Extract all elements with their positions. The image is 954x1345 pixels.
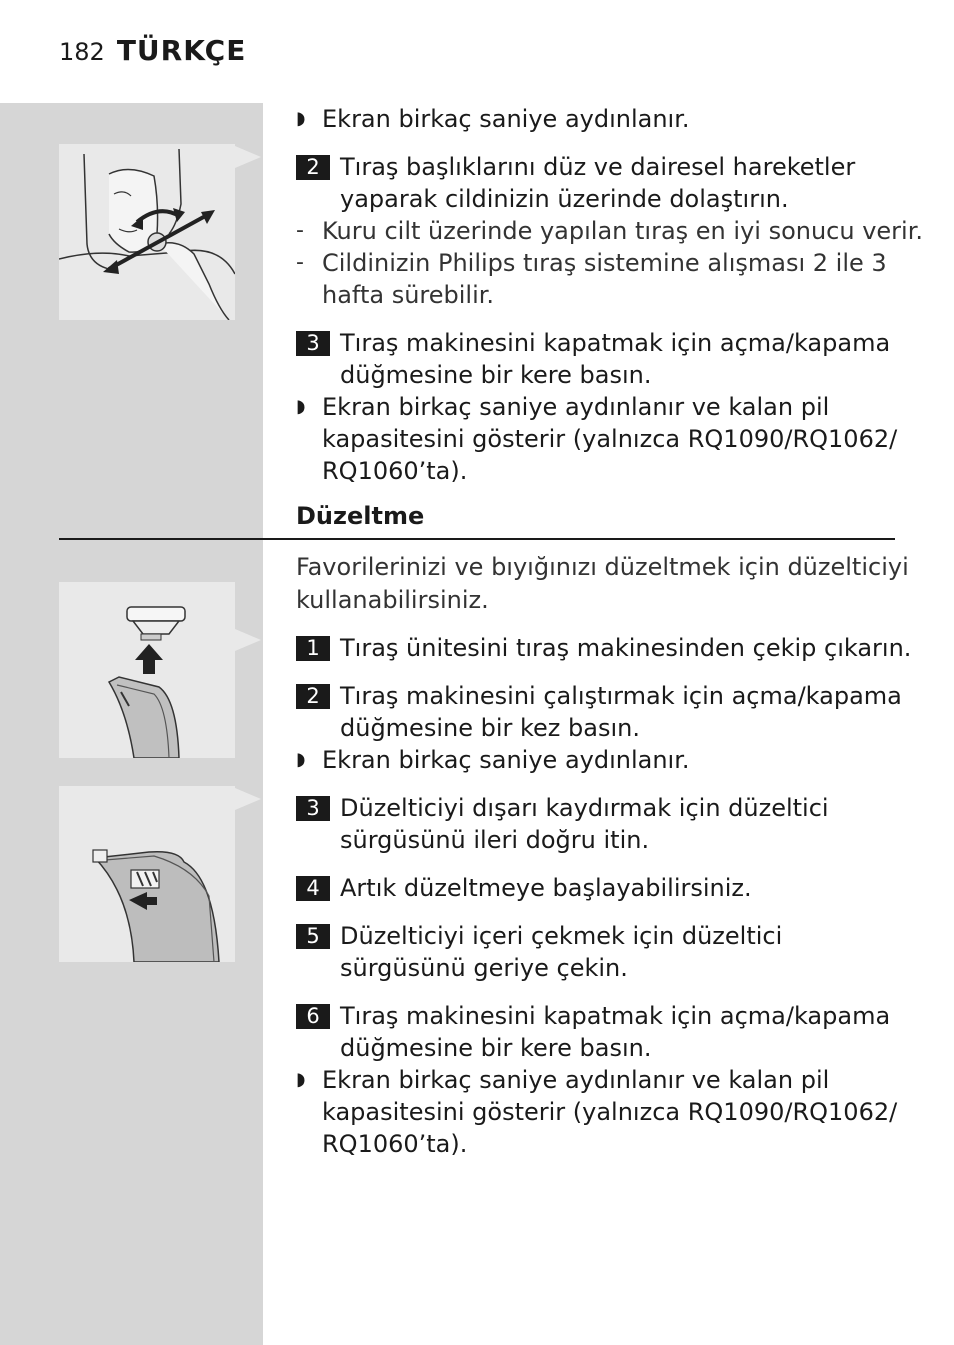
step-text: Düzelticiyi içeri çekmek için düzeltici [340,922,783,950]
note-text: Kuru cilt üzerinde yapılan tıraş en iyi sonucu verir. [322,217,924,245]
bullet-marker: ◗ [296,1069,306,1090]
step-text: düğmesine bir kere basın. [340,361,652,389]
result-text: Ekran birkaç saniye aydınlanır. [322,105,690,133]
step-text: Tıraş makinesini kapatmak için açma/kapama [340,329,891,357]
step-text: Düzelticiyi dışarı kaydırmak için düzeltici [340,794,829,822]
step-number: 3 [296,331,330,356]
step-number: 1 [296,636,330,661]
page-number: 182 [59,38,105,66]
trimmer-slide-illustration [59,786,235,962]
step-text: sürgüsünü ileri doğru itin. [340,826,650,854]
result-text: kapasitesini gösterir (yalnızca RQ1090/RQ1062/ [322,425,898,453]
shaving-illustration [59,144,235,320]
step-number: 5 [296,924,330,949]
bullet-marker: ◗ [296,749,306,770]
note-text: Cildinizin Philips tıraş sistemine alışması 2 ile 3 [322,249,887,277]
step-text: Tıraş makinesini çalıştırmak için açma/kapama [340,682,902,710]
step-text: yaparak cildinizin üzerinde dolaştırın. [340,185,789,213]
step-number: 3 [296,796,330,821]
result-text: RQ1060’ta). [322,457,468,485]
step-text: Tıraş makinesini kapatmak için açma/kapama [340,1002,891,1030]
bullet-marker: ◗ [296,396,306,417]
step-text: Tıraş başlıklarını düz ve dairesel hareketler [340,153,856,181]
bullet-marker: ◗ [296,108,306,129]
result-text: Ekran birkaç saniye aydınlanır ve kalan pil [322,1066,830,1094]
result-text: Ekran birkaç saniye aydınlanır. [322,746,690,774]
dash-marker: - [296,250,304,275]
step-number: 4 [296,876,330,901]
step-text: sürgüsünü geriye çekin. [340,954,628,982]
step-text: Artık düzeltmeye başlayabilirsiniz. [340,874,752,902]
section-divider [59,538,895,540]
step-number: 6 [296,1004,330,1029]
step-text: düğmesine bir kez basın. [340,714,640,742]
result-text: Ekran birkaç saniye aydınlanır ve kalan pil [322,393,830,421]
figure-pointer [235,788,261,810]
language-title: TÜRKÇE [116,34,247,67]
section-title: Düzeltme [296,502,425,530]
step-text: Tıraş ünitesini tıraş makinesinden çekip çıkarın. [340,634,912,662]
result-text: RQ1060’ta). [322,1130,468,1158]
step-text: düğmesine bir kere basın. [340,1034,652,1062]
intro-text: Favorilerinizi ve bıyığınızı düzeltmek için düzelticiyi [296,553,909,581]
figure-pointer [235,629,261,651]
step-number: 2 [296,155,330,180]
remove-shaving-unit-illustration [59,582,235,758]
dash-marker: - [296,218,304,243]
intro-text: kullanabilirsiniz. [296,586,489,614]
page-header [59,34,246,67]
step-number: 2 [296,684,330,709]
result-text: kapasitesini gösterir (yalnızca RQ1090/RQ1062/ [322,1098,898,1126]
figure-pointer [235,146,261,168]
note-text: hafta sürebilir. [322,281,495,309]
